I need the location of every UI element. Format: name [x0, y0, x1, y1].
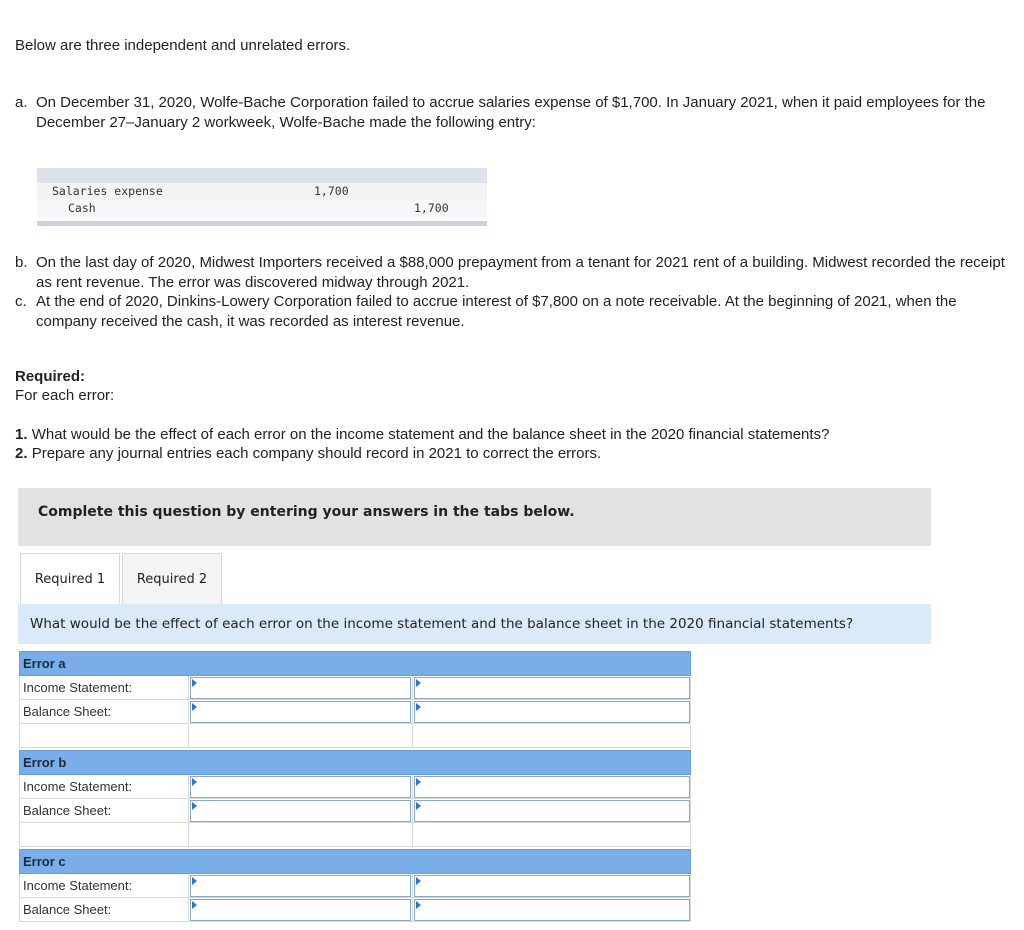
instruction-banner-text: Complete this question by entering your answers in the tabs below. — [38, 504, 575, 520]
table-row — [19, 898, 691, 922]
effect-select[interactable] — [190, 677, 411, 699]
error-b-text: On the last day of 2020, Midwest Importers received a $88,000 prepayment from a tenant for 2021 rent of a building. Midwest recorded the receipt as rent revenue. The error was discovered midway through 2021. — [36, 254, 1005, 291]
effect-select[interactable] — [190, 800, 411, 822]
section-header — [19, 651, 691, 676]
error-c-label: c. — [15, 293, 27, 310]
tab-required-2[interactable]: Required 2 — [122, 553, 222, 604]
error-a-text: On December 31, 2020, Wolfe-Bache Corporation failed to accrue salaries expense of $1,700. In January 2021, when it paid employees for the December 27–January 2 workweek, Wolfe-Bache made the following entry: — [36, 94, 986, 131]
table-row — [19, 799, 691, 823]
row-label: Balance Sheet: — [23, 902, 112, 917]
cell — [188, 700, 412, 724]
cell — [412, 775, 691, 799]
error-c-text: At the end of 2020, Dinkins-Lowery Corporation failed to accrue interest of $7,800 on a note receivable. At the beginning of 2021, when the company received the cash, it was recorded as interest revenue. — [36, 293, 957, 330]
row-label: Balance Sheet: — [23, 704, 112, 719]
required-title: Required: — [15, 368, 86, 385]
section-header-label: Error c — [23, 854, 66, 869]
cell — [188, 874, 412, 898]
cell — [412, 898, 691, 922]
journal-entry — [37, 168, 487, 226]
question-2-text: Prepare any journal entries each company should record in 2021 to correct the errors. — [31, 445, 602, 462]
tab-required-1[interactable]: Required 1 — [20, 553, 120, 604]
section-header-label: Error a — [23, 656, 66, 671]
journal-account: Salaries expense — [52, 184, 163, 198]
cell — [412, 676, 691, 700]
error-b-paragraph — [15, 253, 1005, 292]
error-a-label: a. — [15, 94, 28, 111]
journal-bottom-bar — [37, 221, 487, 226]
error-a-paragraph — [15, 93, 1005, 132]
instruction-banner — [18, 488, 931, 546]
cell — [188, 724, 412, 748]
amount-select[interactable] — [414, 899, 690, 921]
journal-row — [37, 200, 487, 217]
table-row — [19, 700, 691, 724]
intro-text: Below are three independent and unrelated errors. — [15, 37, 351, 54]
journal-row — [37, 183, 487, 200]
effect-select[interactable] — [190, 875, 411, 897]
error-c-paragraph — [15, 292, 1015, 331]
table-row-empty — [19, 823, 691, 847]
error-b-section — [19, 750, 691, 847]
row-label: Income Statement: — [23, 878, 133, 893]
question-bar-text: What would be the effect of each error on the income statement and the balance sheet in the 2020 financial statements? — [30, 616, 854, 632]
journal-top-bar — [37, 168, 487, 183]
amount-select[interactable] — [414, 776, 690, 798]
journal-credit: 1,700 — [414, 201, 449, 215]
cell — [188, 775, 412, 799]
cell — [412, 700, 691, 724]
effect-select[interactable] — [190, 899, 411, 921]
question-bar — [18, 604, 931, 644]
section-header — [19, 849, 691, 874]
row-label: Income Statement: — [23, 680, 133, 695]
table-row — [19, 874, 691, 898]
row-label: Balance Sheet: — [23, 803, 112, 818]
journal-account: Cash — [68, 201, 96, 215]
cell — [412, 823, 691, 847]
amount-select[interactable] — [414, 701, 690, 723]
cell — [188, 799, 412, 823]
table-row-empty — [19, 724, 691, 748]
section-header — [19, 750, 691, 775]
cell — [188, 676, 412, 700]
effect-select[interactable] — [190, 776, 411, 798]
amount-select[interactable] — [414, 875, 690, 897]
cell — [188, 823, 412, 847]
error-a-section — [19, 651, 691, 748]
journal-debit: 1,700 — [314, 184, 349, 198]
amount-select[interactable] — [414, 677, 690, 699]
question-2-number: 2. — [15, 445, 28, 462]
cell — [412, 799, 691, 823]
table-row — [19, 676, 691, 700]
section-header-label: Error b — [23, 755, 67, 770]
question-1-number: 1. — [15, 426, 28, 443]
question-1-text: What would be the effect of each error on the income statement and the balance sheet in the 2020 financial statements? — [31, 426, 830, 443]
required-subtitle: For each error: — [15, 387, 115, 404]
row-label: Income Statement: — [23, 779, 133, 794]
cell — [412, 874, 691, 898]
amount-select[interactable] — [414, 800, 690, 822]
cell — [188, 898, 412, 922]
question-2 — [15, 445, 601, 462]
effect-select[interactable] — [190, 701, 411, 723]
question-1 — [15, 426, 829, 443]
table-row — [19, 775, 691, 799]
error-b-label: b. — [15, 254, 28, 271]
error-c-section — [19, 849, 691, 922]
cell — [412, 724, 691, 748]
